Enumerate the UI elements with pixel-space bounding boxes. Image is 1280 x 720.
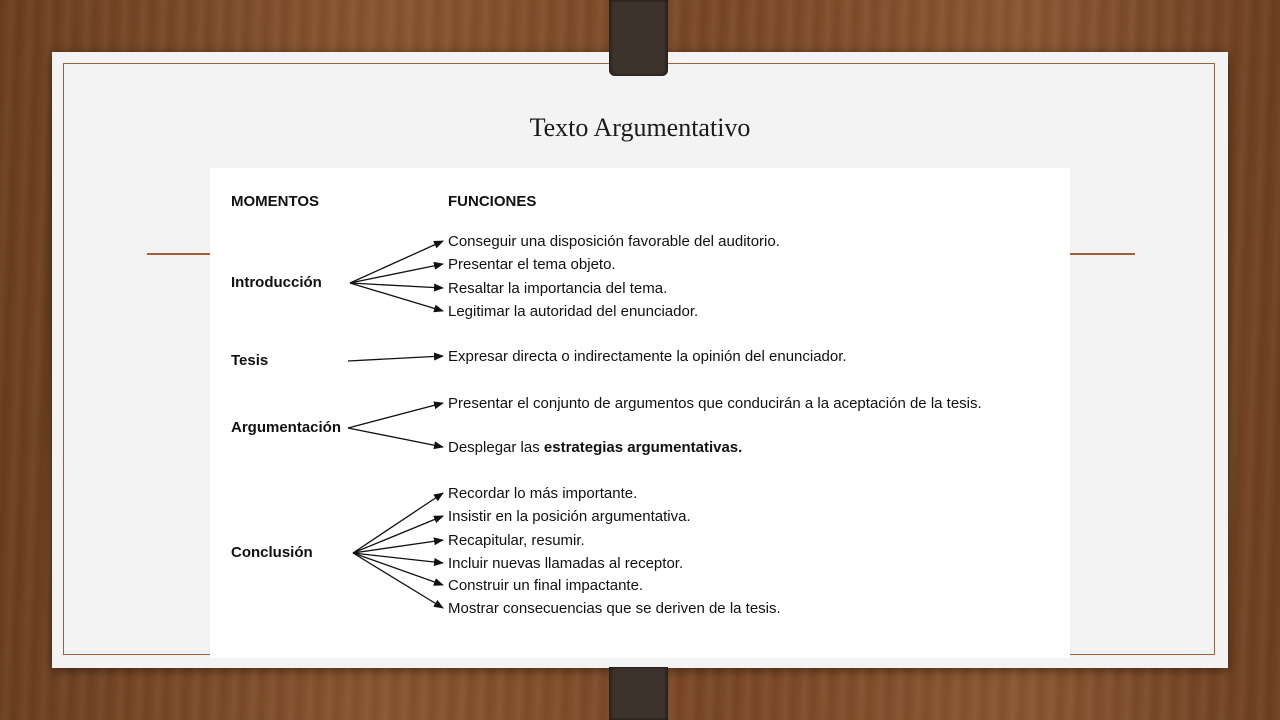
function-text: Incluir nuevas llamadas al receptor. — [448, 555, 684, 572]
moments-header: MOMENTOS — [231, 193, 320, 210]
moment-label: Conclusión — [231, 544, 313, 561]
moments-functions-diagram — [210, 168, 1070, 658]
function-text: Expresar directa o indirectamente la opinión del enunciador. — [448, 348, 847, 365]
moment-label: Tesis — [231, 352, 269, 369]
function-arrow — [350, 264, 443, 283]
moment-group — [231, 348, 847, 369]
diagram-panel — [210, 168, 1070, 658]
function-text: Resaltar la importancia del tema. — [448, 280, 668, 297]
function-text: Conseguir una disposición favorable del auditorio. — [448, 233, 780, 250]
function-arrow — [348, 356, 443, 361]
functions-header: FUNCIONES — [448, 193, 537, 210]
top-binder-strap — [609, 0, 668, 76]
function-text: Recordar lo más importante. — [448, 485, 638, 502]
moment-label: Argumentación — [231, 419, 342, 436]
function-arrow — [353, 493, 443, 553]
function-text: Presentar el conjunto de argumentos que conducirán a la aceptación de la tesis. — [448, 395, 982, 412]
function-text: Insistir en la posición argumentativa. — [448, 508, 691, 525]
diagram-groups — [231, 233, 982, 617]
function-arrow — [350, 241, 443, 283]
bottom-binder-strap — [609, 667, 668, 720]
moment-group — [231, 485, 781, 617]
moment-label: Introducción — [231, 274, 322, 291]
function-arrow — [353, 540, 443, 553]
function-text: Presentar el tema objeto. — [448, 256, 616, 273]
function-text: Desplegar las estrategias argumentativas. — [448, 439, 743, 456]
function-text: Recapitular, resumir. — [448, 532, 585, 549]
right-title-rule — [1068, 253, 1135, 255]
function-arrow — [353, 516, 443, 553]
function-arrow — [348, 428, 443, 447]
function-text: Legitimar la autoridad del enunciador. — [448, 303, 699, 320]
left-title-rule — [147, 253, 213, 255]
function-text: Mostrar consecuencias que se deriven de la tesis. — [448, 600, 781, 617]
slide-title: Texto Argumentativo — [529, 113, 751, 142]
function-text: Construir un final impactante. — [448, 577, 644, 594]
function-arrow — [348, 403, 443, 428]
moment-group — [231, 233, 780, 320]
moment-group — [231, 395, 982, 456]
